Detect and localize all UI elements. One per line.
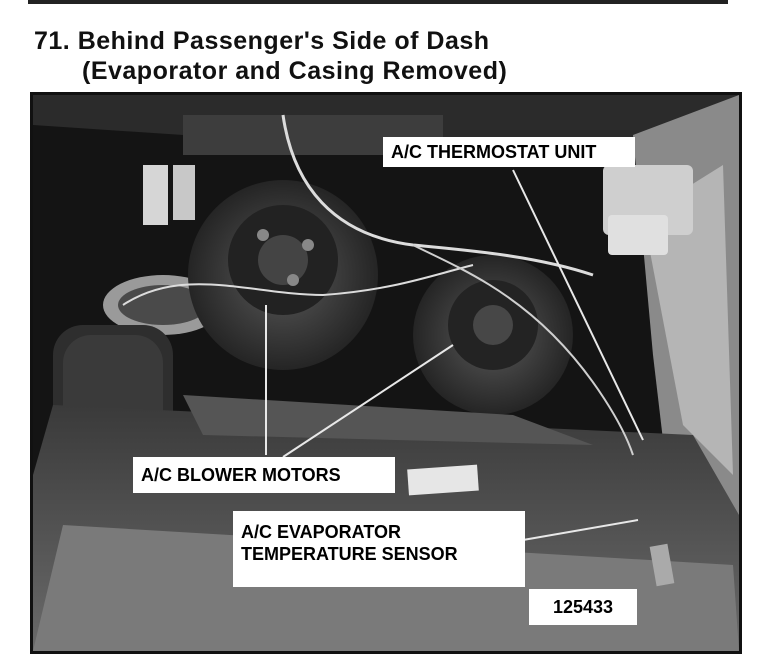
caption-line-1: 71. Behind Passenger's Side of Dash [34, 27, 490, 55]
blower-motors-label: A/C BLOWER MOTORS [133, 457, 395, 493]
thermostat-unit-label: A/C THERMOSTAT UNIT [383, 137, 635, 167]
figure-number: 125433 [529, 589, 637, 625]
caption-line-2: (Evaporator and Casing Removed) [82, 57, 508, 85]
top-rule [28, 0, 728, 4]
evaporator-label-line-1: A/C EVAPORATOR [241, 522, 402, 542]
evaporator-label-line-2: TEMPERATURE SENSOR [241, 544, 458, 564]
dash-photo [30, 92, 742, 654]
figure-caption [34, 26, 507, 86]
evaporator-sensor-label [233, 511, 525, 587]
